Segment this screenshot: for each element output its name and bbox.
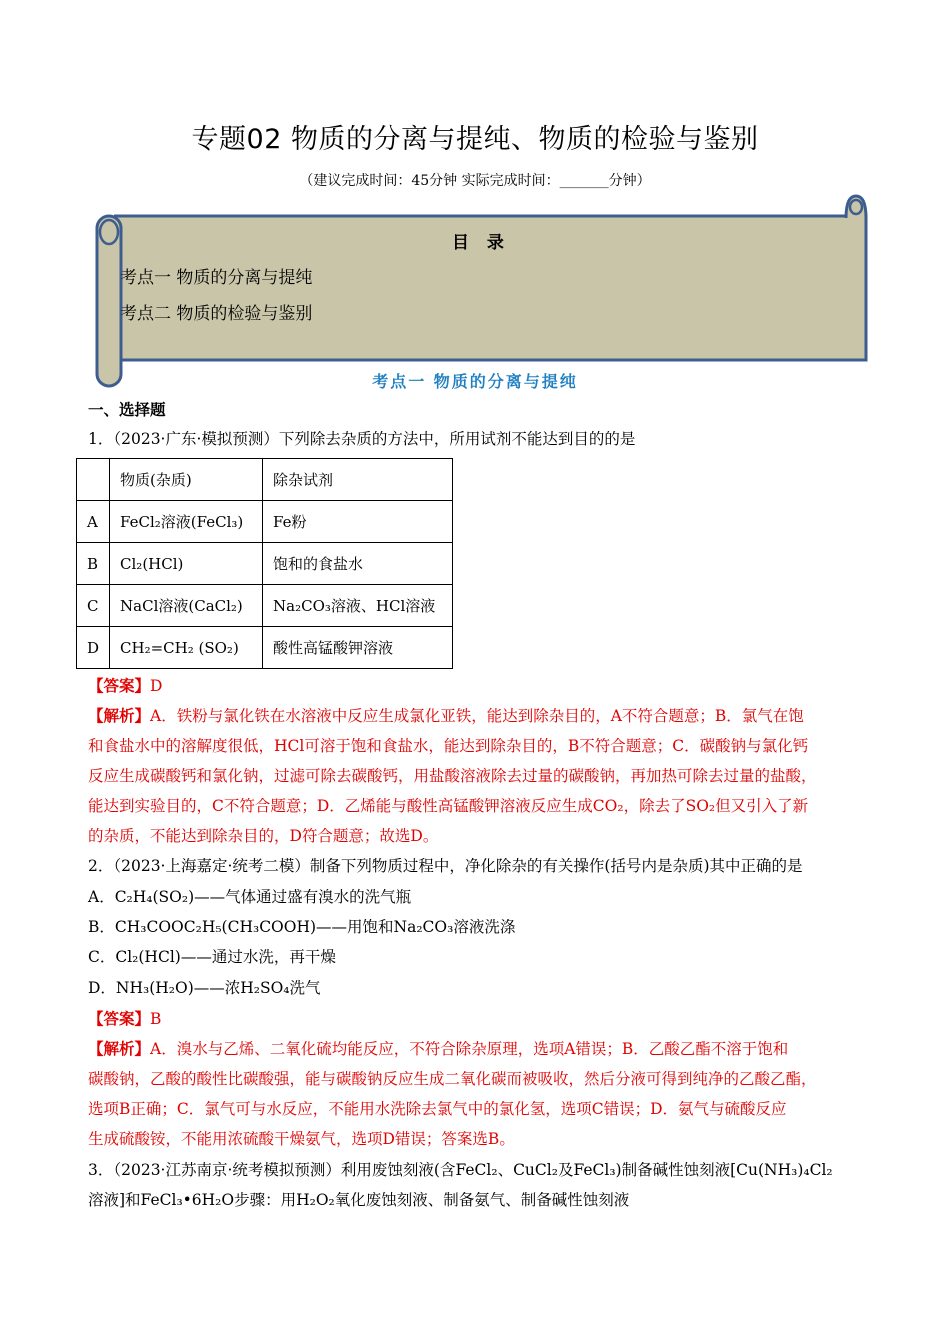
table-row [77, 627, 453, 669]
page-title: 专题02 物质的分离与提纯、物质的检验与鉴别 [191, 124, 759, 155]
q3-stem-line: 3．（2023·江苏南京·统考模拟预测）利用废蚀刻液(含FeCl₂、CuCl₂及FeCl₃)制备碱性蚀刻液[Cu(NH₃)₄Cl₂ [88, 1161, 833, 1179]
table-cell: CH₂=CH₂ (SO₂) [110, 627, 263, 669]
table-cell: A [77, 501, 110, 543]
analysis-text: A．溴水与乙烯、二氧化硫均能反应，不符合除杂原理，选项A错误；B．乙酸乙酯不溶于饱和 [150, 1040, 789, 1058]
q1-stem: 1．（2023·广东·模拟预测）下列除去杂质的方法中，所用试剂不能达到目的的是 [88, 430, 636, 448]
q2-stem: 2．（2023·上海嘉定·统考二模）制备下列物质过程中，净化除杂的有关操作(括号内是杂质)其中正确的是 [88, 857, 803, 875]
q2-analysis-line: 碳酸钠，乙酸的酸性比碳酸强，能与碳酸钠反应生成二氧化碳而被吸收，然后分液可得到纯净的乙酸乙酯， [88, 1070, 817, 1088]
table-row [77, 501, 453, 543]
time-hint: （建议完成时间：45分钟 实际完成时间：_______分钟） [299, 173, 651, 189]
scroll-banner [94, 192, 874, 390]
q1-answer [88, 676, 162, 696]
table-cell: 除杂试剂 [263, 459, 453, 501]
toc-heading: 目 录 [452, 233, 510, 253]
table-cell: D [77, 627, 110, 669]
table-cell: Fe粉 [263, 501, 453, 543]
table-cell: C [77, 585, 110, 627]
q2-option-b: B．CH₃COOC₂H₅(CH₃COOH)——用饱和Na₂CO₃溶液洗涤 [88, 918, 516, 936]
table-cell: 酸性高锰酸钾溶液 [263, 627, 453, 669]
q2-analysis-line [88, 1039, 788, 1059]
q3-stem-line: 溶液]和FeCl₃•6H₂O步骤：用H₂O₂氧化废蚀刻液、制备氨气、制备碱性蚀刻液 [88, 1191, 630, 1209]
analysis-text: A．铁粉与氯化铁在水溶液中反应生成氯化亚铁，能达到除杂目的，A不符合题意；B．氯气在饱 [150, 707, 804, 725]
table-cell: 物质(杂质) [110, 459, 263, 501]
answer-tag: 【答案】 [88, 676, 151, 695]
q1-analysis-line: 能达到实验目的，C不符合题意；D．乙烯能与酸性高锰酸钾溶液反应生成CO₂，除去了SO₂但又引入了新 [88, 797, 809, 815]
table-cell: B [77, 543, 110, 585]
answer-value: B [150, 1010, 162, 1028]
q1-analysis-line [88, 706, 804, 726]
q2-option-d: D．NH₃(H₂O)——浓H₂SO₄洗气 [88, 979, 321, 997]
table-row [77, 585, 453, 627]
table-row [77, 543, 453, 585]
section-heading: 考点一 物质的分离与提纯 [372, 372, 578, 391]
table-cell: 饱和的食盐水 [263, 543, 453, 585]
q2-analysis-line: 生成硫酸铵，不能用浓硫酸干燥氨气，选项D错误；答案选B。 [88, 1130, 515, 1148]
q1-analysis-line: 反应生成碳酸钙和氯化钠，过滤可除去碳酸钙，用盐酸溶液除去过量的碳酸钠，再加热可除去过量的盐酸， [88, 767, 817, 785]
analysis-tag: 【解析】 [88, 1039, 151, 1058]
answer-tag: 【答案】 [88, 1009, 151, 1028]
q2-analysis-line: 选项B正确；C．氯气可与水反应，不能用水洗除去氯气中的氯化氢，选项C错误；D．氨气与硫酸反应 [88, 1100, 787, 1118]
q1-table [76, 458, 453, 669]
answer-value: D [150, 677, 163, 695]
q1-analysis-line: 和食盐水中的溶解度很低，HCl可溶于饱和食盐水，能达到除杂目的，B不符合题意；C．碳酸钠与氯化钙 [88, 737, 809, 755]
table-cell [77, 459, 110, 501]
q2-option-a: A．C₂H₄(SO₂)——气体通过盛有溴水的洗气瓶 [88, 888, 412, 906]
q2-answer [88, 1009, 161, 1029]
table-cell: FeCl₂溶液(FeCl₃) [110, 501, 263, 543]
toc-item-1[interactable]: 考点一 物质的分离与提纯 [120, 268, 313, 288]
q1-analysis-line: 的杂质，不能达到除杂目的，D符合题意；故选D。 [88, 827, 439, 845]
table-cell: Cl₂(HCl) [110, 543, 263, 585]
analysis-tag: 【解析】 [88, 706, 151, 725]
part-heading: 一、选择题 [88, 401, 166, 419]
q2-option-c: C．Cl₂(HCl)——通过水洗，再干燥 [88, 948, 336, 966]
toc-item-2[interactable]: 考点二 物质的检验与鉴别 [120, 304, 313, 324]
table-header-row [77, 459, 453, 501]
table-cell: Na₂CO₃溶液、HCl溶液 [263, 585, 453, 627]
table-cell: NaCl溶液(CaCl₂) [110, 585, 263, 627]
